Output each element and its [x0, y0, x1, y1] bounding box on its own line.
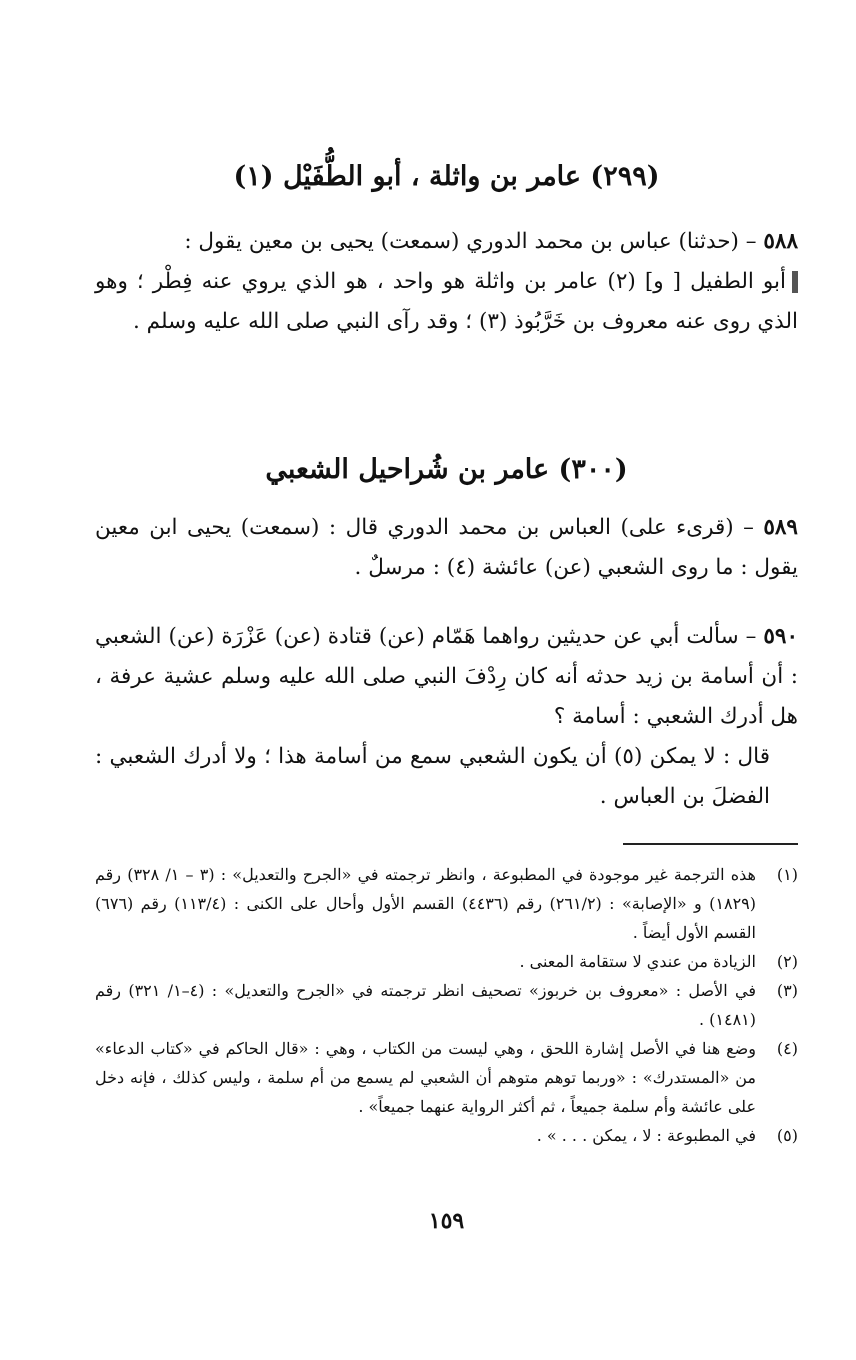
footnote-text: في الأصل : «معروف بن خربوز» تصحيف انظر ترجمته في «الجرح والتعديل» : (٤–١/ ٣٢١) رقم (١٤٨١) . — [95, 981, 756, 1029]
footnote-number: (٥) — [776, 1126, 798, 1145]
entry-text: أبو الطفيل [ و] (٢) عامر بن واثلة هو واحد ، هو الذي يروي عنه فِطْر ؛ وهو الذي روى عنه معروف بن خَرَّبُوذ (٣) ؛ وقد رآى النبي صلى الله عليه وسلم . — [95, 269, 798, 334]
entry-589-text — [95, 508, 798, 588]
footnote — [95, 1034, 798, 1121]
footnote — [95, 976, 798, 1034]
entry-590-answer: قال : لا يمكن (٥) أن يكون الشعبي سمع من أسامة هذا ؛ ولا أدرك الشعبي : الفضلَ بن العباس . — [95, 744, 770, 809]
entry-text: – (حدثنا) عباس بن محمد الدوري (سمعت) يحيى بن معين يقول : — [184, 229, 757, 254]
footnote-number: (٣) — [776, 981, 798, 1000]
footnote-number: (٢) — [776, 952, 798, 971]
footnote — [95, 860, 798, 947]
entry-590 — [95, 617, 798, 817]
footnote-text: في المطبوعة : لا ، يمكن . . . » . — [536, 1126, 756, 1145]
entry-588-line — [95, 222, 798, 262]
entry-number: ٥٨٨ — [763, 229, 798, 254]
footnote-number: (١) — [776, 865, 798, 884]
section-title-299: (٢٩٩) عامر بن واثلة ، أبو الطُّفَيْل (١) — [233, 161, 660, 192]
footnote — [95, 1121, 798, 1150]
entry-588-quote — [95, 262, 798, 342]
footnote-number: (٤) — [776, 1039, 798, 1058]
entry-number: ٥٨٩ — [763, 515, 798, 540]
section-title-300: (٣٠٠) عامر بن شُراحيل الشعبي — [265, 454, 628, 485]
footnote-separator — [623, 843, 798, 845]
footnote-text: هذه الترجمة غير موجودة في المطبوعة ، وانظر ترجمته في «الجرح والتعديل» : (٣ – ١/ ٣٢٨) رقم (١٨٢٩) و «الإصابة» : (٢٦١/٢) رقم (٤٤٣٦) القسم الأول وأحال على الكنى : (١١٣/٤) رقم (٦٧٦) القسم الأول أيضاً . — [95, 865, 757, 942]
entry-text: – سألت أبي عن حديثين رواهما هَمّام (عن) قتادة (عن) عَزْرَة (عن) الشعبي : أن أسامة بن زيد حدثه أنه كان رِدْفَ النبي صلى الله عليه وسلم عشية عرفة ، هل أدرك الشعبي : أسامة ؟ — [95, 624, 798, 729]
entry-589 — [95, 508, 798, 588]
entry-number: ٥٩٠ — [763, 624, 798, 649]
entry-text: – (قرىء على) العباس بن محمد الدوري قال : (سمعت) يحيى ابن معين يقول : ما روى الشعبي (عن) عائشة (٤) : مرسلٌ . — [95, 515, 798, 580]
footnote-text: وضع هنا في الأصل إشارة اللحق ، وهي ليست من الكتاب ، وهي : «قال الحاكم في «كتاب الدعاء» من «المستدرك» : «وربما توهم متوهم أن الشعبي لم يسمع من أم سلمة ، وليس كذلك ، فإنه دخل على عائشة وأم سلمة جميعاً ، ثم أكثر الرواية عنهما جميعاً» . — [95, 1039, 756, 1116]
entry-590-question — [95, 617, 798, 737]
book-page — [95, 0, 798, 1360]
margin-marker — [792, 271, 798, 293]
footnote — [95, 947, 798, 976]
entry-588 — [95, 222, 798, 342]
footnote-text: الزيادة من عندي لا ستقامة المعنى . — [519, 952, 756, 971]
footnotes — [95, 860, 798, 1150]
page-number: ١٥٩ — [428, 1208, 465, 1234]
